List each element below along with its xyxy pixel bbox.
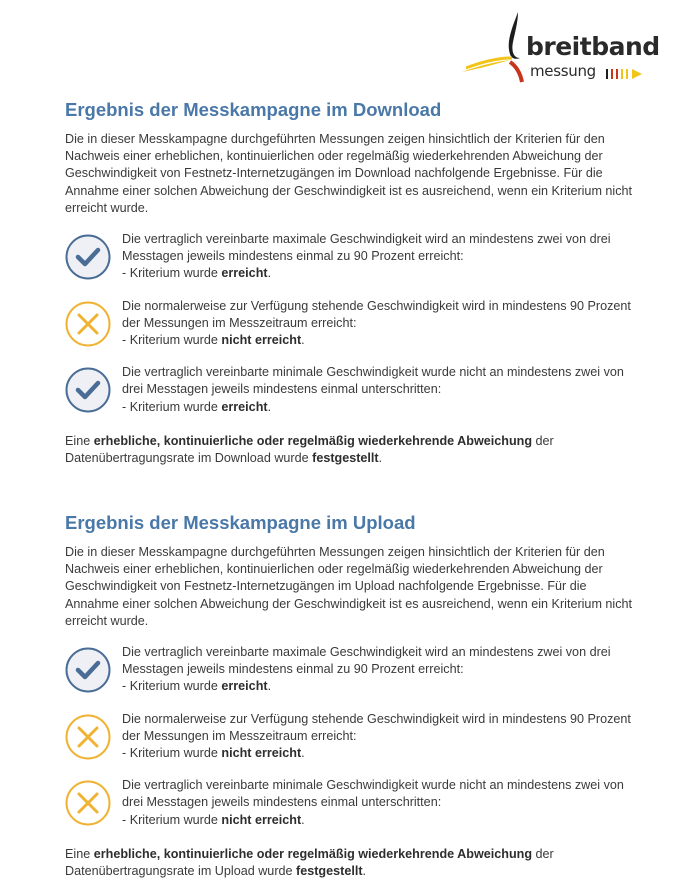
download-section-title: Ergebnis der Messkampagne im Download bbox=[65, 99, 442, 120]
download-verdict: festgestellt bbox=[312, 451, 379, 466]
download-criterion-3 bbox=[65, 364, 635, 416]
criterion-result: - Kriterium wurde erreicht. bbox=[122, 679, 272, 694]
criterion-status: nicht erreicht bbox=[221, 746, 302, 761]
criterion-text: Die vertraglich vereinbarte maximale Geschwindigkeit wird an mindestens zwei von drei Messtagen jeweils mindestens einmal zu 90 Prozent erreicht: bbox=[122, 232, 611, 264]
check-circle-icon bbox=[65, 647, 111, 693]
upload-criterion-2 bbox=[65, 711, 635, 763]
logo-text-messung: messung bbox=[530, 62, 596, 80]
criterion-result: - Kriterium wurde nicht erreicht. bbox=[122, 812, 305, 827]
logo-text-breitband: breitband bbox=[526, 32, 660, 61]
download-criterion-1 bbox=[65, 231, 635, 283]
logo-bars-arrow-icon bbox=[606, 67, 646, 81]
logo-swoosh-icon bbox=[460, 10, 530, 85]
criterion-status: erreicht bbox=[221, 399, 268, 414]
download-result-section bbox=[65, 99, 635, 467]
criterion-text: Die vertraglich vereinbarte minimale Geschwindigkeit wurde nicht an mindestens zwei von drei Messtagen jeweils mindestens einmal unterschritten: bbox=[122, 778, 624, 810]
upload-section-title: Ergebnis der Messkampagne im Upload bbox=[65, 512, 416, 533]
criterion-text: Die vertraglich vereinbarte maximale Geschwindigkeit wird an mindestens zwei von drei Messtagen jeweils mindestens einmal zu 90 Prozent erreicht: bbox=[122, 645, 611, 677]
criterion-status: nicht erreicht bbox=[221, 812, 302, 827]
criterion-status: nicht erreicht bbox=[221, 333, 302, 348]
upload-summary: Eine erhebliche, kontinuierliche oder regelmäßig wiederkehrende Abweichung der Datenübertragungsrate im Upload wurde festgestellt. bbox=[65, 846, 554, 879]
upload-result-section bbox=[65, 512, 635, 880]
criterion-result: - Kriterium wurde nicht erreicht. bbox=[122, 333, 305, 348]
breitbandmessung-logo bbox=[460, 10, 660, 85]
check-circle-icon bbox=[65, 234, 111, 280]
criterion-text: Die vertraglich vereinbarte minimale Geschwindigkeit wurde nicht an mindestens zwei von drei Messtagen jeweils mindestens einmal unterschritten: bbox=[122, 365, 624, 397]
criterion-text: Die normalerweise zur Verfügung stehende Geschwindigkeit wird in mindestens 90 Prozent der Messungen im Messzeitraum erreicht: bbox=[122, 711, 631, 743]
x-circle-icon bbox=[65, 301, 111, 347]
upload-verdict: festgestellt bbox=[296, 864, 363, 879]
download-criterion-2 bbox=[65, 298, 635, 350]
x-circle-icon bbox=[65, 780, 111, 826]
criterion-status: erreicht bbox=[221, 266, 268, 281]
x-circle-icon bbox=[65, 714, 111, 760]
criterion-result: - Kriterium wurde erreicht. bbox=[122, 266, 272, 281]
download-summary: Eine erhebliche, kontinuierliche oder regelmäßig wiederkehrende Abweichung der Datenübertragungsrate im Download wurde festgestellt. bbox=[65, 433, 554, 466]
criterion-status: erreicht bbox=[221, 679, 268, 694]
upload-criterion-3 bbox=[65, 777, 635, 829]
criterion-result: - Kriterium wurde erreicht. bbox=[122, 399, 272, 414]
criterion-result: - Kriterium wurde nicht erreicht. bbox=[122, 746, 305, 761]
upload-criterion-1 bbox=[65, 644, 635, 696]
check-circle-icon bbox=[65, 367, 111, 413]
download-intro-text: Die in dieser Messkampagne durchgeführten Messungen zeigen hinsichtlich der Kriterien für den Nachweis einer erheblichen, kontinuierlichen oder regelmäßig wiederkehrenden Abweichung der Geschwindigkeit von Festnetz-Internetzugängen im Download nachfolgende Ergebnisse. Für die Annahme einer solchen Abweichung der Geschwindigkeit ist es ausreichend, wenn ein Kriterium nicht erreicht wurde. bbox=[65, 132, 633, 215]
upload-intro-text: Die in dieser Messkampagne durchgeführten Messungen zeigen hinsichtlich der Kriterien für den Nachweis einer erheblichen, kontinuierlichen oder regelmäßig wiederkehrenden Abweichung der Geschwindigkeit von Festnetz-Internetzugängen im Upload nachfolgende Ergebnisse. Für die Annahme einer solchen Abweichung der Geschwindigkeit ist es ausreichend, wenn ein Kriterium nicht erreicht wurde. bbox=[65, 545, 633, 628]
criterion-text: Die normalerweise zur Verfügung stehende Geschwindigkeit wird in mindestens 90 Prozent der Messungen im Messzeitraum erreicht: bbox=[122, 298, 631, 330]
